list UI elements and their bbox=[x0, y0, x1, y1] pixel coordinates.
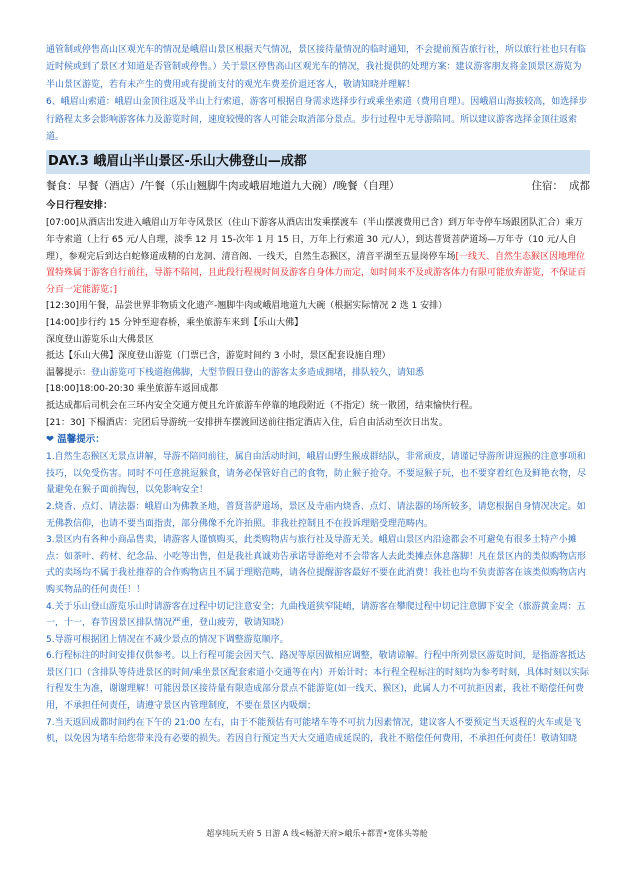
itinerary-1230: [12:30]用午餐，品尝世界非物质文化遗产-翘脚牛肉或峨眉地道九大碗（根据实际情况 2 选 1 安排） bbox=[46, 301, 448, 312]
itinerary-2130: [21：30] 下榻酒店：完团后导游统一安排拼车摆渡回送前往指定酒店入住，后自由活动至次日出发。 bbox=[46, 417, 448, 428]
page-content bbox=[46, 42, 590, 748]
arrive-leshan: 抵达【乐山大佛】深度登山游览（门票已含，游览时间约 3 小时，景区配套设施自理） bbox=[46, 351, 391, 362]
day-title-bar: DAY.3 峨眉山半山景区-乐山大佛登山—成都 bbox=[46, 150, 590, 174]
tip-item: 4.关于乐山登山游览乐山时请游客在过程中切记注意安全；九曲栈道狭窄陡峭，请游客在攀爬过程中切记注意脚下安全（旅游黄金周：五一，十一，春节因景区排队情况严重，登山疲劳，敬请知晓） bbox=[46, 601, 586, 629]
warm-tip-label: 温馨提示： bbox=[46, 367, 92, 378]
scenic-title: 深度登山游览乐山大佛景区 bbox=[46, 334, 155, 345]
intro-paragraph: 通管制或停售高山区观光车的情况是峨眉山景区根据天气情况，景区接待量情况的临时通知，不会提前预告旅行社，所以旅行社也只有临近时候或到了景区才知道是否管制或停售。）关于景区停售高山区观光车的情况，我社提供的处理方案：建议游客朋友将金顶景区游览为半山景区游览，若有未产生的费用或有提前支付的观光车费差价退还客人，敬请知晓并理解！ bbox=[46, 45, 587, 90]
stay-label: 住宿： bbox=[531, 180, 563, 193]
meals-text: 餐食：早餐（酒店）/午餐（乐山翘脚牛肉或峨眉地道九大碗）/晚餐（自理） bbox=[46, 180, 400, 193]
stay-info bbox=[526, 176, 591, 196]
itinerary-heading: 今日行程安排： bbox=[46, 200, 113, 212]
itinerary-0700 bbox=[46, 215, 590, 298]
tips-title: ❤ 温馨提示： bbox=[46, 434, 105, 446]
tip-item: 7.当天返回成都时间约在下午的 21:00 左右，由于不能预估有可能堵车等不可抗力因素情况，建议客人不要预定当天返程的火车或是飞机，以免因为堵车给您带来没有必要的损失。若因自行预定当天大交通造成延误的，我社不赔偿任何费用，不承担任何责任！敬请知晓 bbox=[46, 717, 582, 745]
drop-off: 抵达成都后司机会在三环内安全交通方便且允许旅游车停靠的地段附近（不指定）统一散团，结束愉快行程。 bbox=[46, 400, 479, 411]
tip-item: 2.烧香、点灯、请法器：峨眉山为佛教圣地，普贤菩萨道场，景区及寺庙内烧香、点灯、请法器的场所较多，请您根据自身情况决定。如无佛教信仰，也请不要当面指责，部分佛像不允许拍照。非我社控制且不在投诉理赔受理范畴内。 bbox=[46, 501, 586, 529]
itinerary-0700-warning: [一线天、自然生态猴区因地理位置特殊属于游客自行前往，导游不陪同，且此段行程视时间及游客自身体力而定，如时间来不及或游客体力有限可能放弃游览，不保证百分百一定能游览；] bbox=[46, 251, 587, 295]
itinerary-0700-main: [07:00]从酒店出发进入峨眉山万年寺风景区（住山下游客从酒店出发乘摆渡车（半山摆渡费用已含）到万年寺停车场跟团队汇合）乘万年寺索道（上行 65 元/人自理，淡季 12 月 15-次年 1 月 15 日，万年上行索道 30 元/人），到达普贤菩萨道场—万年寺（10 元/人自理），参观完后到达白蛇修道成精的白龙洞、清音阁、一线天，自然生态猴区，清音平湖至五显岗停车场 bbox=[46, 218, 583, 262]
leshan-warm-tip bbox=[46, 365, 590, 382]
tip-item: 3.景区内有各种小商品售卖，请游客人谨慎购买，此类购物店与旅行社及导游无关。峨眉山景区内沿途都会不可避免有很多土特产小摊点：如茶叶、药材、纪念品、小吃等出售，但是我社真诚劝告承诺导游绝对不会带客人去此类摊点休息落脚！凡在景区内的类似购物店形式的卖场均不属于我社推荐的合作购物店且不属于理赔范畴，请各位提醒游客最好不要在此消费！我社也均不负责游客在该类似购物店内购买物品的任何责任！！ bbox=[46, 535, 587, 595]
tip-item: 1.自然生态猴区无景点讲解，导游不陪同前往，属自由活动时间，峨眉山野生猴成群结队，非常顽皮，请谨记导游所讲逗猴的注意事项和技巧，以免受伤害。同时不可任意挑逗猴食，请务必保管好自己的食物，防止猴子抢夺。不要逗猴子玩，也不要穿着红色及鲜艳衣物，尽量避免在猴子面前掏包，以免影响安全！ bbox=[46, 452, 587, 496]
cableway-note: 6、峨眉山索道：峨眉山金顶往返及半山上行索道，游客可根据自身需求选择步行或乘坐索道（费用自理）。因峨眉山海拔较高，如选择步行路程太多会影响游客体力及游览时间，速度较慢的客人可能会取消部分景点。步行过程中无导游陪同。所以建议游客选择金顶往返索道。 bbox=[46, 97, 588, 143]
stay-value: 成都 bbox=[569, 180, 590, 193]
itinerary-1800: [18:00]18:00-20:30 乘坐旅游车返回成都 bbox=[46, 384, 218, 395]
tip-item: 6.行程标注的时间安排仅供参考。以上行程可能会因天气、路况等原因做相应调整，敬请谅解。行程中所列景区游览时间，是指游客抵达景区门口（含排队等待进景区的时间/乘坐景区配套索道小交通等在内）开始计时；本行程全程标注的时刻均为参考时刻，具体时刻以实际行程发生为准，谢谢理解！可能因景区接待量有限造成部分景点不能游览(如一线天、猴区)，此属人力不可抗拒因素，我社不赔偿任何费用，不承担任何责任，请遵守景区内管理制度，不要在景区内吸烟； bbox=[46, 651, 590, 712]
meals-row bbox=[46, 176, 590, 196]
tip-item: 5.导游可根据团上情况在不减少景点的情况下调整游览顺序。 bbox=[46, 634, 289, 645]
itinerary-1400: [14:00]步行约 15 分钟至迎春桥，乘坐旅游车来到【乐山大佛】 bbox=[46, 318, 304, 328]
warm-tip-text: 登山游览可下栈道抱佛脚，大型节假日登山的游客太多造成拥堵，排队较久，请知悉 bbox=[91, 367, 425, 378]
page-footer: 超享纯玩天府 5 日游 A 线<畅游天府>峨乐+都青•宽体头等舱 bbox=[206, 829, 428, 838]
